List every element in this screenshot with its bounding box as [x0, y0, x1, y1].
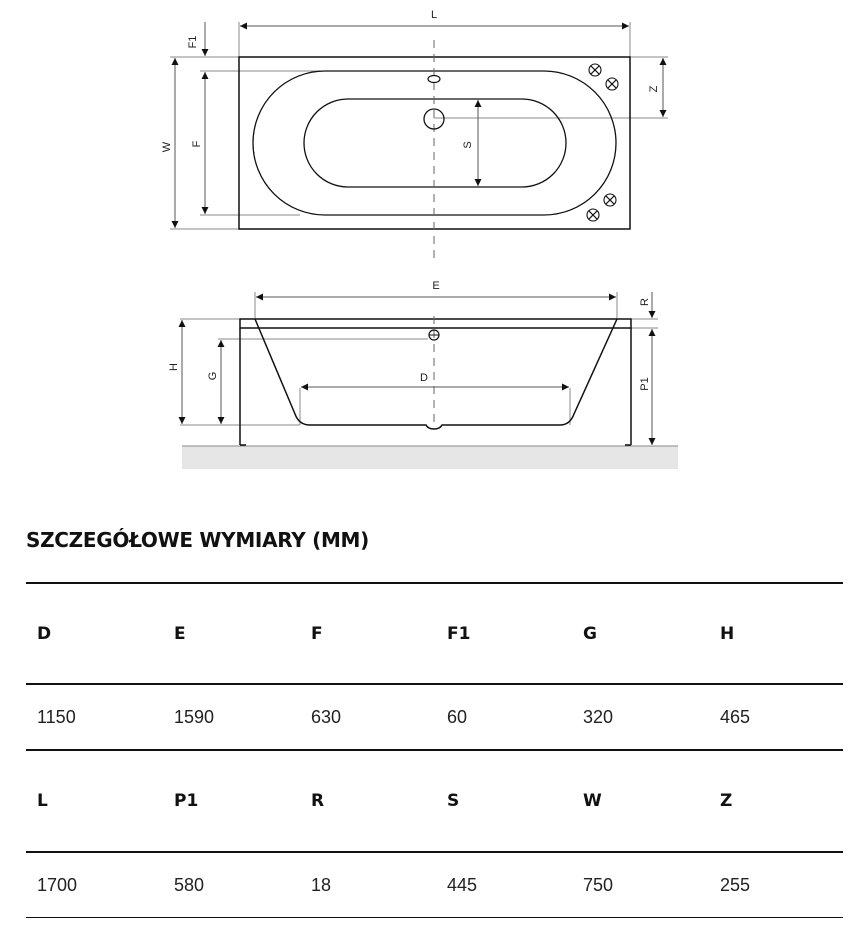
header-cell: D — [37, 624, 52, 644]
header-cell: E — [174, 624, 186, 644]
header-cell: F — [311, 624, 323, 644]
table-rule — [26, 917, 843, 918]
label-W: W — [161, 141, 173, 153]
label-R: R — [639, 298, 651, 306]
table-rule — [26, 851, 843, 853]
value-cell: 255 — [720, 875, 751, 895]
table-rule — [26, 582, 843, 584]
top-view — [161, 9, 668, 260]
value-cell: 320 — [583, 707, 614, 727]
header-cell: F1 — [447, 624, 471, 644]
header-cell: P1 — [174, 791, 199, 811]
label-S: S — [462, 141, 474, 149]
label-F1: F1 — [187, 35, 199, 49]
value-cell: 1150 — [37, 707, 76, 727]
header-cell: G — [583, 624, 597, 644]
side-view — [168, 280, 678, 469]
label-L: L — [430, 9, 438, 21]
header-cell: H — [720, 624, 735, 644]
section-title: SZCZEGÓŁOWE WYMIARY (MM) — [26, 528, 369, 552]
value-cell: 465 — [720, 707, 751, 727]
label-F: F — [191, 140, 203, 148]
header-cell: Z — [720, 791, 733, 811]
value-cell: 1700 — [37, 875, 78, 895]
header-cell: R — [311, 791, 325, 811]
value-cell: 60 — [447, 707, 468, 727]
value-cell: 1590 — [174, 707, 215, 727]
header-cell: W — [583, 791, 602, 811]
label-P1: P1 — [639, 377, 651, 391]
label-G: G — [207, 371, 219, 381]
header-cell: S — [447, 791, 460, 811]
label-E: E — [432, 280, 440, 292]
value-cell: 630 — [311, 707, 342, 727]
label-D: D — [420, 372, 428, 384]
value-cell: 18 — [311, 875, 332, 895]
header-cell: L — [37, 791, 48, 811]
table-rule — [26, 749, 843, 751]
label-Z: Z — [648, 85, 660, 93]
value-cell: 445 — [447, 875, 478, 895]
value-cell: 750 — [583, 875, 614, 895]
value-cell: 580 — [174, 875, 205, 895]
table-rule — [26, 683, 843, 685]
label-H: H — [168, 363, 180, 371]
